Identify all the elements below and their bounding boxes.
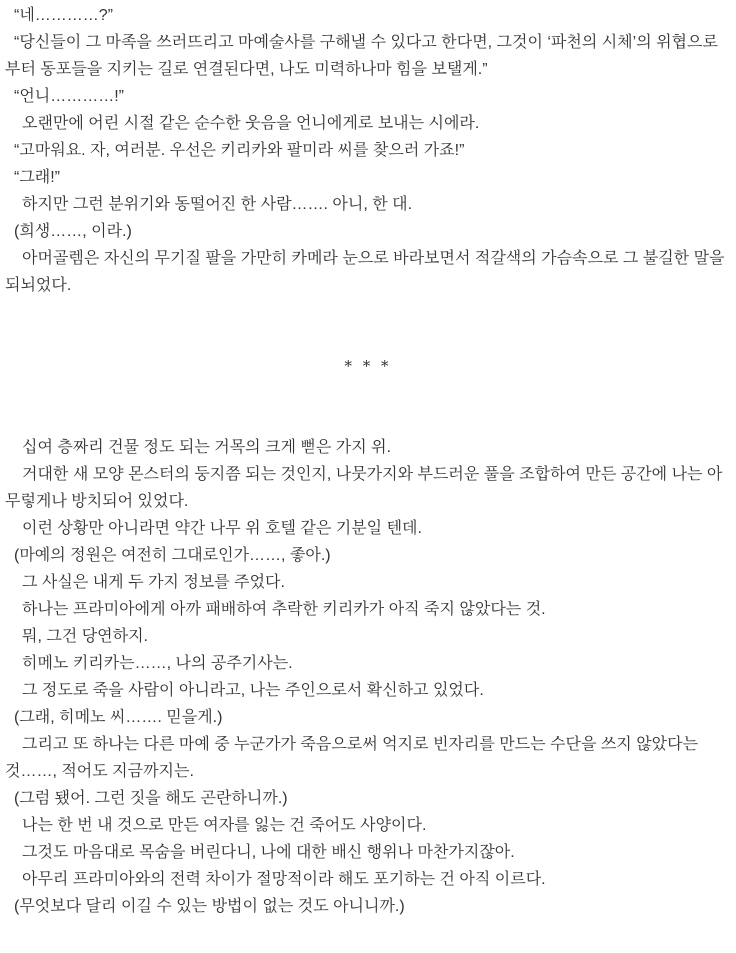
paragraph: 십여 층짜리 건물 정도 되는 거목의 크게 뻗은 가지 위. [22, 439, 392, 456]
paragraph: 하나는 프라미아에게 아까 패배하여 추락한 키리카가 아직 죽지 않았다는 것. [22, 601, 546, 618]
paragraph: 뭐, 그건 당연하지. [22, 628, 148, 645]
paragraph: 그것도 마음대로 목숨을 버린다니, 나에 대한 배신 행위나 마찬가지잖아. [22, 844, 515, 861]
paragraph: “네…………?” [14, 7, 114, 24]
paragraph: 이런 상황만 아니라면 약간 나무 위 호텔 같은 기분일 텐데. [22, 520, 422, 537]
novel-section-top [5, 2, 731, 299]
paragraph: “그래!” [14, 169, 61, 186]
paragraph: 그 정도로 죽을 사람이 아니라고, 나는 주인으로서 확신하고 있었다. [22, 682, 484, 699]
paragraph: 나는 한 번 내 것으로 만든 여자를 잃는 건 죽어도 사양이다. [22, 817, 427, 834]
paragraph: 하지만 그런 분위기와 동떨어진 한 사람……. 아니, 한 대. [22, 196, 413, 213]
paragraph: “언니…………!” [14, 88, 125, 105]
paragraph: 그리고 또 하나는 다른 마예 중 누군가가 죽음으로써 억지로 빈자리를 만드는 수단을 쓰지 않았다는 것……, 적어도 지금까지는. [5, 736, 699, 780]
paragraph: “당신들이 그 마족을 쓰러뜨리고 마예술사를 구해낼 수 있다고 한다면, 그것이 ‘파천의 시체’의 위협으로부터 동포들을 지키는 길로 연결된다면, 나도 미력하나마 힘을 보탤게.” [5, 34, 718, 78]
paragraph: (그럼 됐어. 그런 짓을 해도 곤란하니까.) [14, 790, 288, 807]
paragraph: (마예의 정원은 여전히 그대로인가……, 좋아.) [14, 547, 331, 564]
paragraph: 히메노 키리카는……, 나의 공주기사는. [22, 655, 293, 672]
paragraph: 오랜만에 어린 시절 같은 순수한 웃음을 언니에게로 보내는 시에라. [22, 115, 480, 132]
paragraph: 아무리 프라미아와의 전력 차이가 절망적이라 해도 포기하는 건 아직 이르다. [22, 871, 546, 888]
paragraph: 거대한 새 모양 몬스터의 둥지쯤 되는 것인지, 나뭇가지와 부드러운 풀을 조합하여 만든 공간에 나는 아무렇게나 방치되어 있었다. [5, 466, 723, 510]
paragraph: “고마워요. 자, 여러분. 우선은 키리카와 팔미라 씨를 찾으러 가죠!” [14, 142, 465, 159]
paragraph: 그 사실은 내게 두 가지 정보를 주었다. [22, 574, 285, 591]
paragraph: (무엇보다 달리 이길 수 있는 방법이 없는 것도 아니니까.) [14, 898, 405, 915]
novel-section-bottom [5, 434, 731, 920]
paragraph: (희생……, 이라.) [14, 223, 132, 240]
paragraph: (그래, 히메노 씨……. 믿을게.) [14, 709, 223, 726]
paragraph: 아머골렘은 자신의 무기질 팔을 가만히 카메라 눈으로 바라보면서 적갈색의 가슴속으로 그 불길한 말을 되뇌었다. [5, 250, 725, 294]
section-divider: * * * [344, 357, 392, 375]
